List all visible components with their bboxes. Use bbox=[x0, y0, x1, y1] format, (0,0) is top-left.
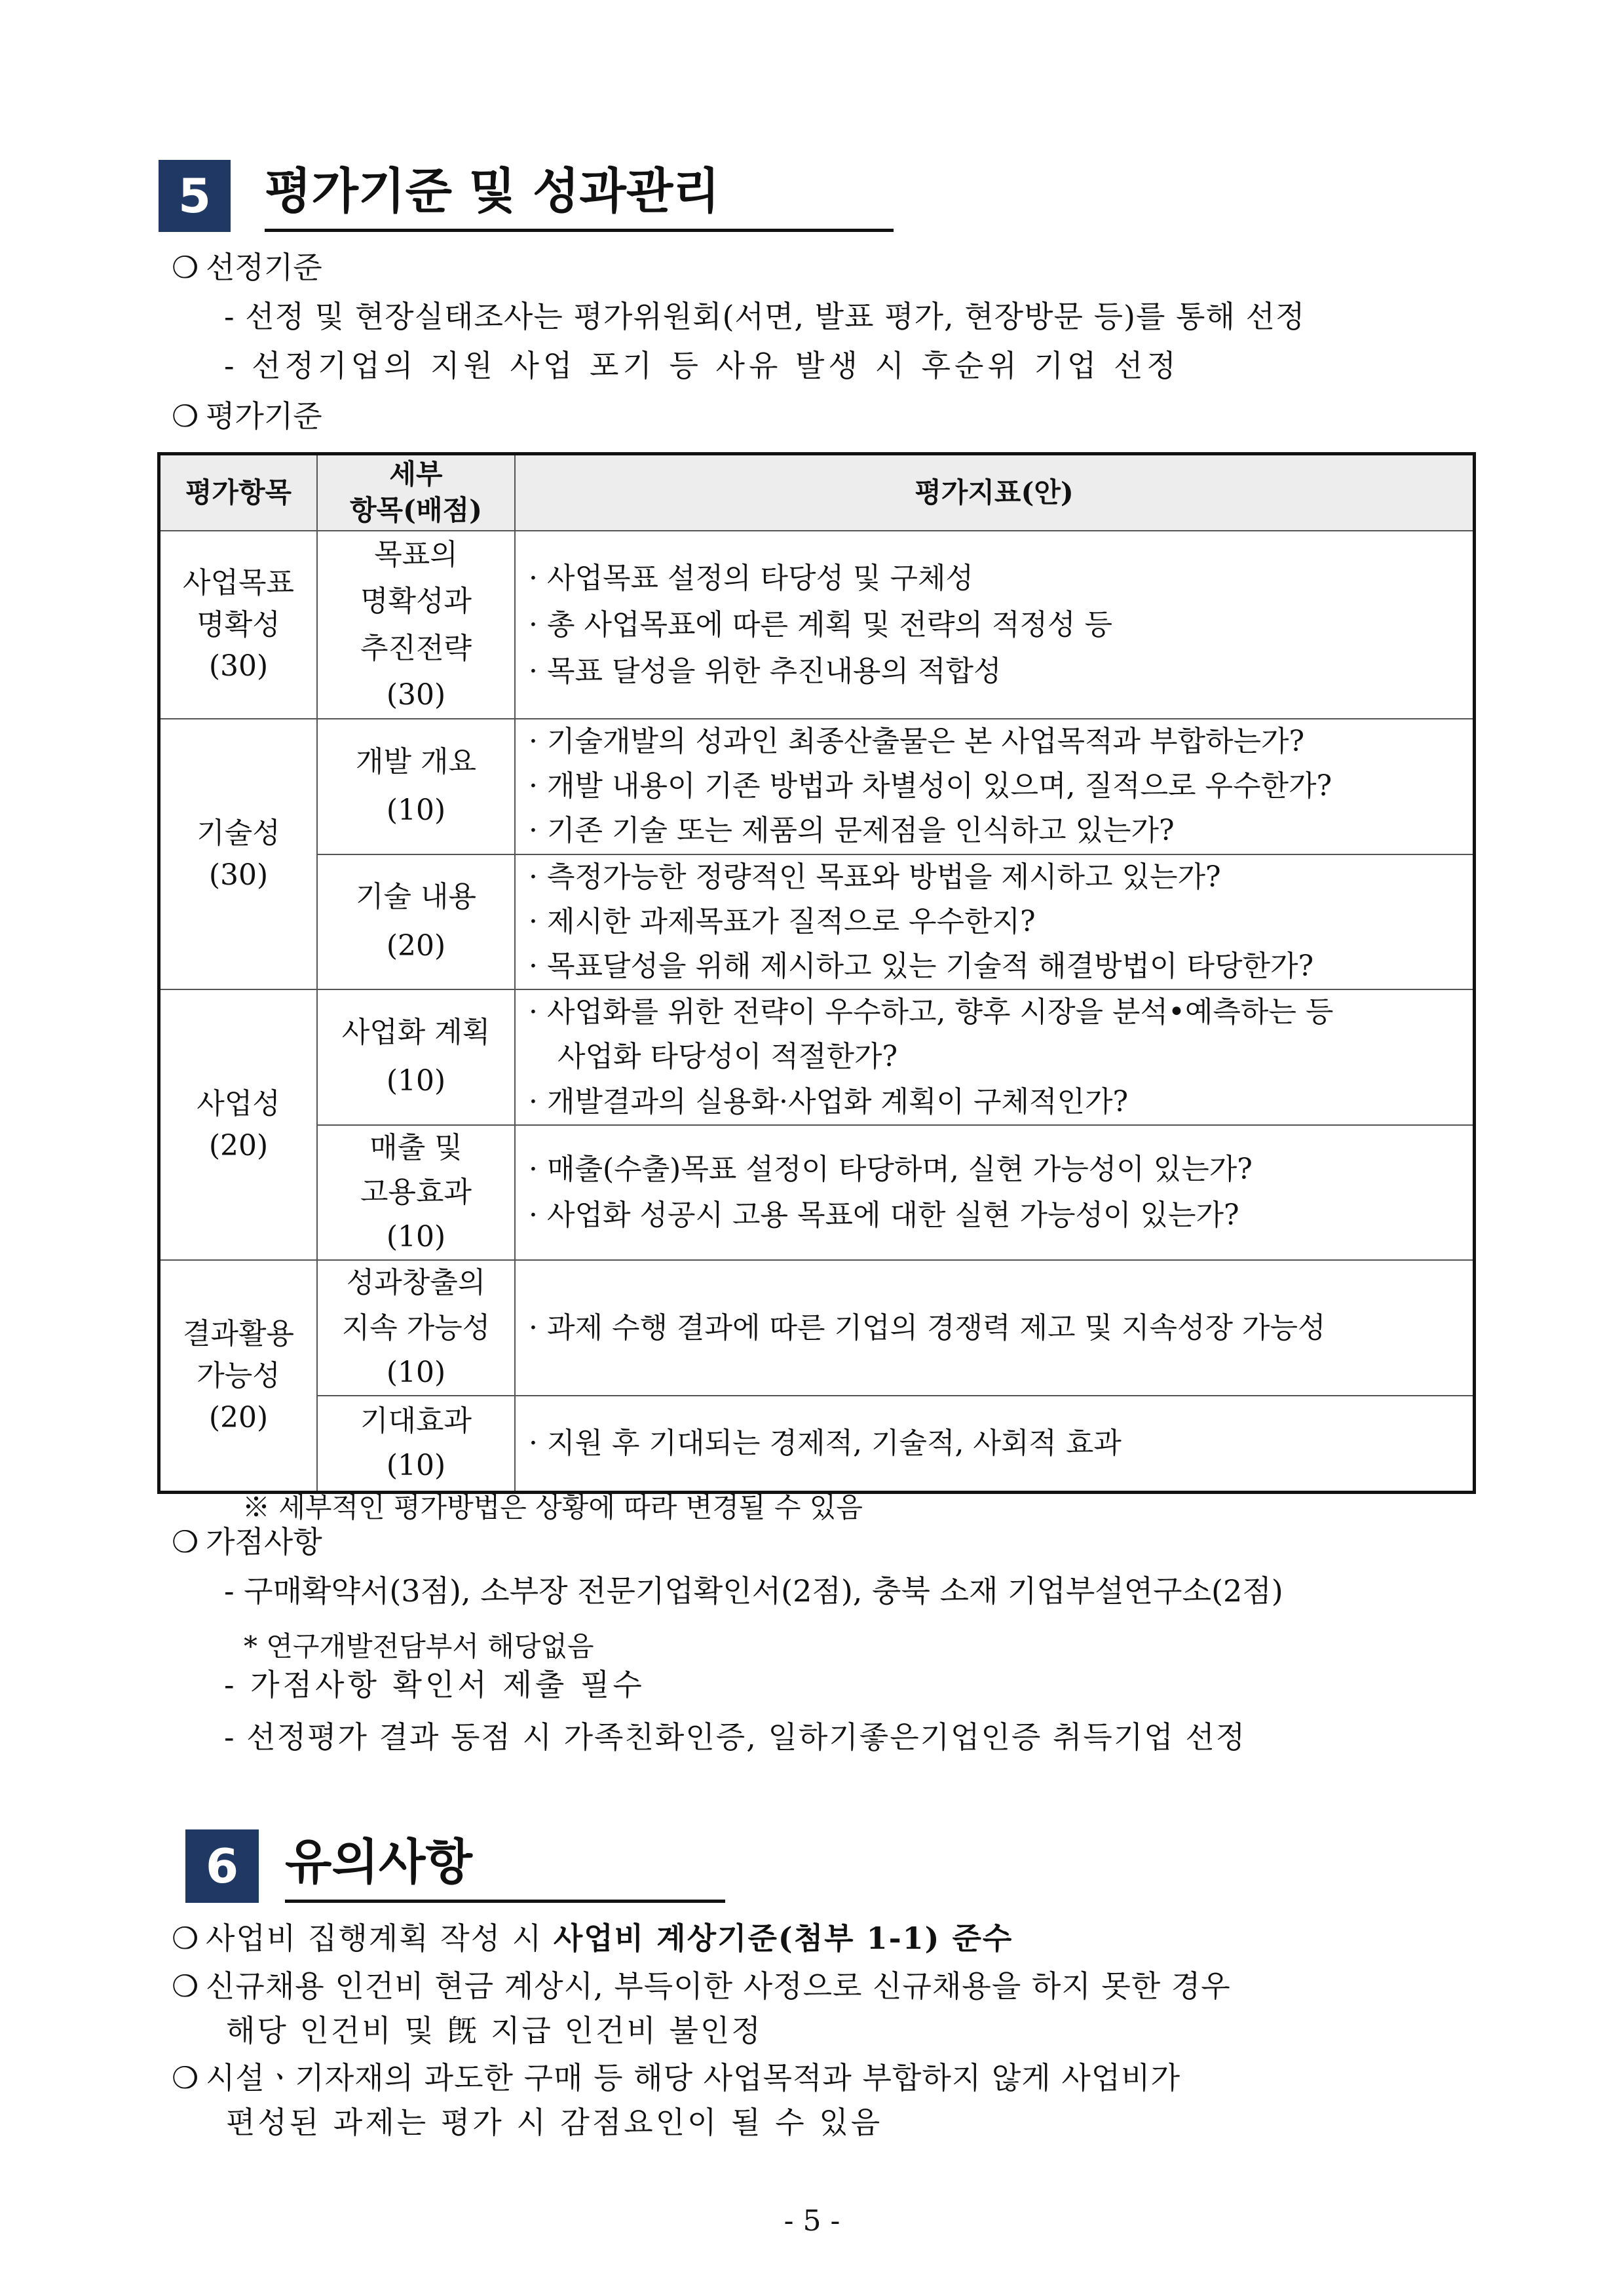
sub-item-cell: 기술 내용 (20) bbox=[317, 854, 515, 990]
bonus-item-3-text: 선정평가 결과 동점 시 가족친화인증, 일하기좋은기업인증 취득기업 선정 bbox=[246, 1719, 1247, 1755]
table-row bbox=[159, 1396, 1475, 1493]
header-category: 평가항목 bbox=[159, 454, 318, 531]
bonus-item-3 bbox=[224, 1719, 1247, 1755]
header-indicator: 평가지표(안) bbox=[515, 454, 1475, 531]
indicator-text: · 개발결과의 실용화·사업화 계획이 구체적인가? bbox=[529, 1084, 1129, 1119]
circle-bullet-icon: ❍ bbox=[172, 250, 199, 285]
indicator-text: · 기존 기술 또는 제품의 문제점을 인식하고 있는가? bbox=[529, 814, 1175, 848]
notice-item-3-line-1: 시설ㆍ기자재의 과도한 구매 등 해당 사업목적과 부합하지 않게 사업비가 bbox=[206, 2060, 1181, 2095]
indicator-cell bbox=[515, 1260, 1475, 1396]
table-row bbox=[159, 1260, 1475, 1396]
sub-item-cell: 개발 개요 (10) bbox=[317, 719, 515, 854]
dash-bullet: - bbox=[224, 348, 238, 383]
dash-bullet: - bbox=[224, 1719, 236, 1755]
indicator-cell bbox=[515, 989, 1475, 1125]
selection-item-1-text: 선정 및 현장실태조사는 평가위원회(서면, 발표 평가, 현장방문 등)를 통해 선정 bbox=[245, 299, 1306, 334]
circle-bullet-icon: ❍ bbox=[172, 2060, 200, 2095]
indicator-text: · 목표 달성을 위한 추진내용의 적합성 bbox=[529, 655, 1002, 689]
notice-item-1 bbox=[172, 1921, 1013, 1956]
category-cell: 기술성 (30) bbox=[159, 719, 318, 989]
indicator-text: · 총 사업목표에 따른 계획 및 전략의 적정성 등 bbox=[529, 607, 1112, 641]
table-note: ※ 세부적인 평가방법은 상황에 따라 변경될 수 있음 bbox=[242, 1491, 863, 1523]
indicator-text: · 기술개발의 성과인 최종산출물은 본 사업목적과 부합하는가? bbox=[529, 725, 1305, 759]
indicator-cell bbox=[515, 1396, 1475, 1493]
selection-heading: 선정기준 bbox=[206, 250, 322, 285]
indicator-text: · 과제 수행 결과에 따른 기업의 경쟁력 제고 및 지속성장 가능성 bbox=[529, 1311, 1326, 1345]
sub-item-cell: 사업화 계획 (10) bbox=[317, 989, 515, 1125]
indicator-text: · 지원 후 기대되는 경제적, 기술적, 사회적 효과 bbox=[529, 1426, 1122, 1461]
sub-item-cell: 기대효과 (10) bbox=[317, 1396, 515, 1493]
table-header-row bbox=[159, 454, 1475, 531]
selection-heading-line bbox=[172, 250, 322, 285]
notice-item-3-continued: 편성된 과제는 평가 시 감점요인이 될 수 있음 bbox=[226, 2105, 883, 2140]
bonus-item-1 bbox=[224, 1573, 1283, 1609]
selection-item-2 bbox=[224, 348, 1180, 383]
bonus-item-1-text: 구매확약서(3점), 소부장 전문기업확인서(2점), 충북 소재 기업부설연구소(2점) bbox=[244, 1573, 1283, 1609]
table-row bbox=[159, 1125, 1475, 1261]
category-cell: 사업목표 명확성 (30) bbox=[159, 531, 318, 719]
dash-bullet: - bbox=[224, 1667, 238, 1702]
section-6-heading bbox=[185, 1828, 725, 1903]
indicator-text: · 사업화를 위한 전략이 우수하고, 향후 시장을 분석•예측하는 등 bbox=[529, 995, 1334, 1029]
table-row bbox=[159, 854, 1475, 990]
indicator-text: · 개발 내용이 기존 방법과 차별성이 있으며, 질적으로 우수한가? bbox=[529, 769, 1332, 803]
page-number: - 5 - bbox=[784, 2204, 840, 2238]
notice-item-2 bbox=[172, 1968, 1231, 2004]
category-cell: 결과활용 가능성 (20) bbox=[159, 1260, 318, 1493]
table-row bbox=[159, 989, 1475, 1125]
indicator-text: · 측정가능한 정량적인 목표와 방법을 제시하고 있는가? bbox=[529, 860, 1221, 894]
section-6-title: 유의사항 bbox=[285, 1828, 725, 1903]
criteria-heading-line bbox=[172, 398, 322, 434]
table-row bbox=[159, 531, 1475, 719]
indicator-text: 사업화 타당성이 적절한가? bbox=[557, 1040, 898, 1074]
selection-item-2-text: 선정기업의 지원 사업 포기 등 사유 발생 시 후순위 기업 선정 bbox=[252, 348, 1180, 383]
circle-bullet-icon: ❍ bbox=[172, 1524, 199, 1559]
section-5-title: 평가기준 및 성과관리 bbox=[265, 159, 894, 232]
circle-bullet-icon: ❍ bbox=[172, 398, 199, 434]
bonus-item-2 bbox=[224, 1667, 645, 1702]
sub-item-cell: 성과창출의 지속 가능성 (10) bbox=[317, 1260, 515, 1396]
indicator-text: · 제시한 과제목표가 질적으로 우수한지? bbox=[529, 904, 1036, 938]
bonus-heading: 가점사항 bbox=[206, 1524, 322, 1559]
category-cell: 사업성 (20) bbox=[159, 989, 318, 1260]
indicator-text: · 사업목표 설정의 타당성 및 구체성 bbox=[529, 561, 973, 595]
indicator-text: · 매출(수출)목표 설정이 타당하며, 실현 가능성이 있는가? bbox=[529, 1152, 1253, 1186]
indicator-text: · 목표달성을 위해 제시하고 있는 기술적 해결방법이 타당한가? bbox=[529, 949, 1314, 983]
sub-item-cell: 매출 및 고용효과 (10) bbox=[317, 1125, 515, 1261]
notice-item-3 bbox=[172, 2060, 1181, 2095]
indicator-cell bbox=[515, 854, 1475, 990]
header-sub-item: 세부 항목(배점) bbox=[317, 454, 515, 531]
circle-bullet-icon: ❍ bbox=[172, 1921, 200, 1956]
bonus-item-1-note: * 연구개발전담부서 해당없음 bbox=[244, 1630, 594, 1662]
table-row bbox=[159, 719, 1475, 854]
section-5-number-badge: 5 bbox=[159, 160, 231, 232]
section-6-number-badge: 6 bbox=[185, 1829, 259, 1903]
notice-item-2-continued: 해당 인건비 및 旣 지급 인건비 불인정 bbox=[226, 2013, 763, 2048]
dash-bullet: - bbox=[224, 299, 235, 334]
indicator-text: · 사업화 성공시 고용 목표에 대한 실현 가능성이 있는가? bbox=[529, 1198, 1239, 1233]
bonus-item-2-text: 가점사항 확인서 제출 필수 bbox=[250, 1667, 645, 1702]
selection-item-1 bbox=[224, 301, 1305, 332]
section-5-heading bbox=[159, 159, 894, 232]
criteria-heading: 평가기준 bbox=[206, 398, 322, 434]
indicator-cell bbox=[515, 719, 1475, 854]
notice-item-1-bold: 사업비 계상기준(첨부 1-1) 준수 bbox=[553, 1921, 1013, 1956]
evaluation-criteria-table bbox=[157, 452, 1476, 1494]
sub-item-cell: 목표의 명확성과 추진전략 (30) bbox=[317, 531, 515, 719]
bonus-heading-line bbox=[172, 1524, 322, 1559]
indicator-cell bbox=[515, 531, 1475, 719]
notice-item-2-line-1: 신규채용 인건비 현금 계상시, 부득이한 사정으로 신규채용을 하지 못한 경우 bbox=[206, 1968, 1231, 2004]
circle-bullet-icon: ❍ bbox=[172, 1968, 200, 2004]
dash-bullet: - bbox=[224, 1573, 235, 1609]
notice-item-1-text: 사업비 집행계획 작성 시 bbox=[206, 1921, 554, 1956]
indicator-cell bbox=[515, 1125, 1475, 1261]
